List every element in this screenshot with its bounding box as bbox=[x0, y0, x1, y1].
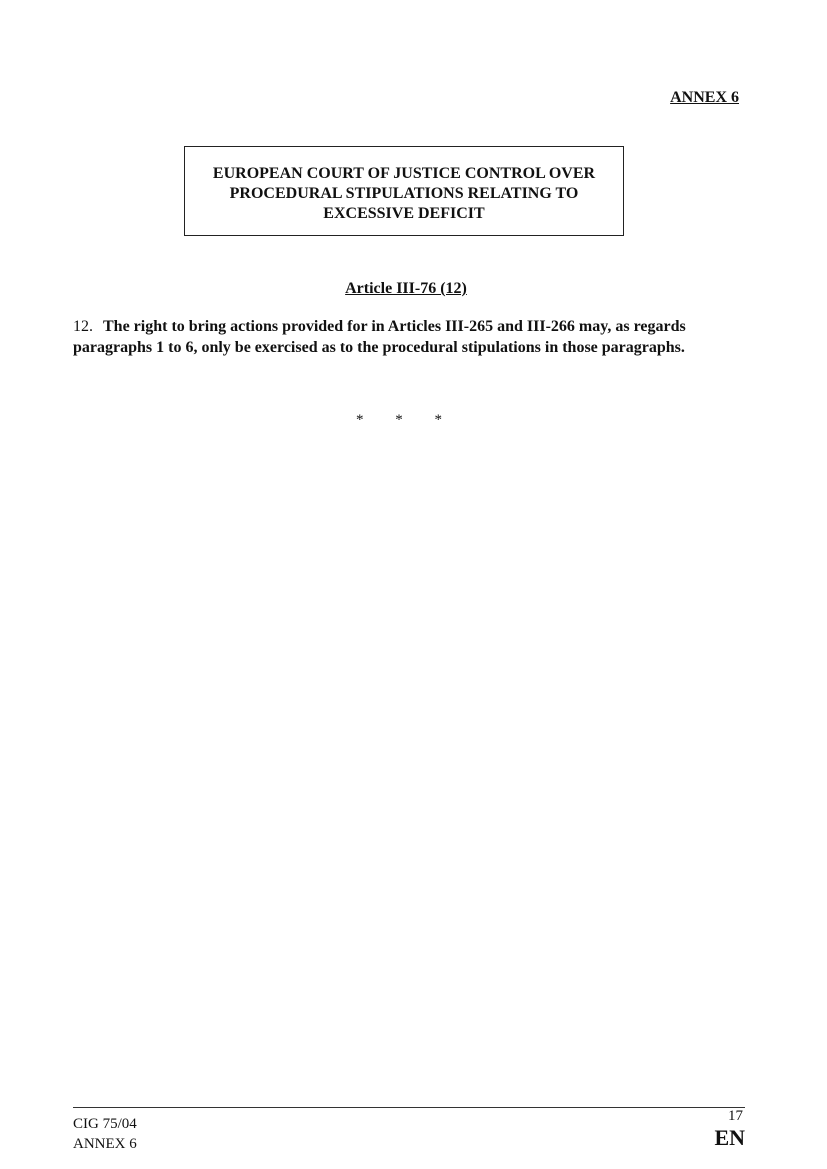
title-line-2: PROCEDURAL STIPULATIONS RELATING TO bbox=[229, 185, 579, 202]
page-number: 17 bbox=[728, 1108, 743, 1124]
footer-reference bbox=[73, 1114, 137, 1154]
paragraph-text: The right to bring actions provided for in Articles III-265 and III-266 may, as regards paragraphs 1 to 6, only be exercised as to the procedural stipulations in those paragraphs. bbox=[73, 318, 686, 356]
paragraph-number: 12. bbox=[73, 318, 93, 335]
article-paragraph bbox=[73, 316, 743, 358]
title-line-1: EUROPEAN COURT OF JUSTICE CONTROL OVER bbox=[212, 165, 596, 182]
title-line-3: EXCESSIVE DEFICIT bbox=[323, 205, 485, 222]
language-code: EN bbox=[714, 1125, 745, 1150]
footer-doc-ref: CIG 75/04 bbox=[73, 1116, 137, 1132]
annex-label: ANNEX 6 bbox=[670, 89, 739, 106]
section-separator: * * * bbox=[356, 412, 456, 428]
footer-annex-ref: ANNEX 6 bbox=[73, 1136, 137, 1152]
footer-rule bbox=[73, 1107, 745, 1108]
title-box bbox=[184, 146, 624, 236]
article-heading: Article III-76 (12) bbox=[345, 280, 467, 297]
